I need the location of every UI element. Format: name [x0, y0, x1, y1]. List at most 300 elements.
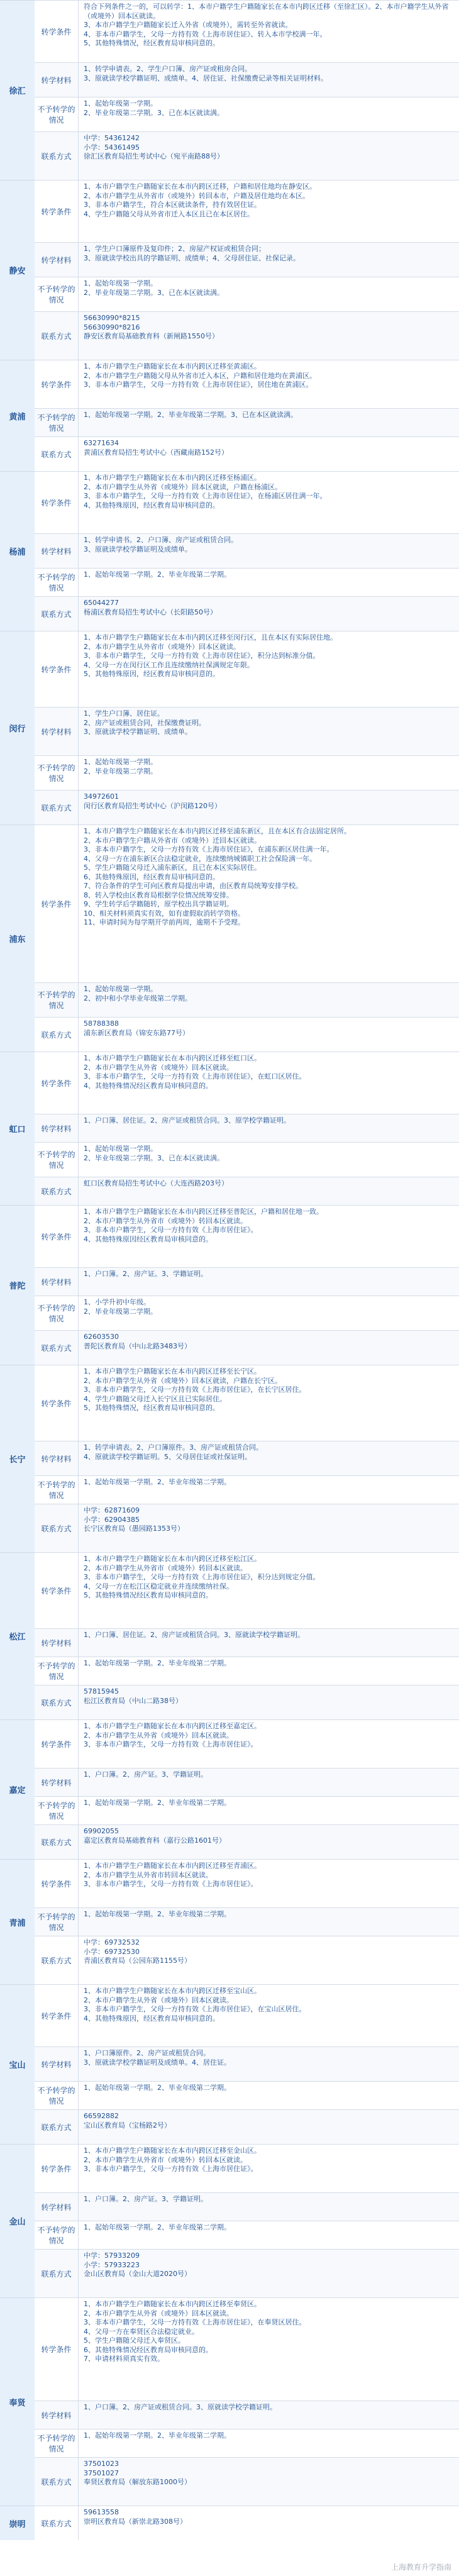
row-content [79, 1177, 459, 1205]
policy-row [35, 1984, 459, 2046]
content-line: 1、本市户籍学生户籍随家长在本市内跨区迁移至杨浦区。 [84, 474, 261, 482]
row-category: 不予转学的情况 [35, 1797, 79, 1824]
content-line: 徐汇区教育局招生考试中心（宛平南路88号） [84, 152, 224, 160]
row-category: 联系方式 [35, 1936, 79, 1984]
row-category: 转学材料 [35, 1768, 79, 1796]
content-line: 3、非本市户籍学生，父母一方持有效《上海市居住证》，在奉贤区居住。 [84, 2318, 306, 2326]
content-line: 金山区教育局（金山大道2020号） [84, 2270, 191, 2278]
row-content [79, 180, 459, 242]
policy-row [35, 631, 459, 707]
row-content [79, 597, 459, 631]
content-line: 青浦区教育局（公园东路1155号） [84, 1957, 191, 1965]
row-category: 联系方式 [35, 2250, 79, 2297]
content-line: 中学：69732532 [84, 1938, 140, 1946]
row-category: 不予转学的情况 [35, 1296, 79, 1330]
row-category: 转学条件 [35, 825, 79, 982]
policy-row [35, 1296, 459, 1330]
row-category: 联系方式 [35, 437, 79, 471]
content-line: 3、非本市户籍学生，父母一方持有效《上海市居住证》，在杨浦区居住满一年。 [84, 492, 327, 500]
row-category: 不予转学的情况 [35, 569, 79, 596]
content-line: 1、转学申请表。2、户口簿原件。3、房产证或租赁合同。 [84, 1443, 263, 1452]
row-category: 不予转学的情况 [35, 1657, 79, 1685]
content-line: 5、其他特殊情况经区教育局审核同意的。 [84, 1591, 213, 1599]
policy-row [35, 436, 459, 471]
row-content [79, 1296, 459, 1330]
row-content [79, 708, 459, 755]
content-line: 1、本市户籍学生户籍随家长在本市内跨区迁移至嘉定区。 [84, 1722, 261, 1730]
row-content [79, 1985, 459, 2046]
row-content [79, 1441, 459, 1475]
policy-row [35, 131, 459, 180]
district-label: 松江 [0, 1552, 35, 1719]
row-content [79, 360, 459, 408]
row-content [79, 1629, 459, 1657]
content-line: 2、毕业年级第二学期。3、已在本区就读满。 [84, 1153, 224, 1162]
content-line: 58788388 [84, 1019, 119, 1028]
content-line: 1、起始年级第一学期。2、毕业年级第二学期。3、已在本区就读满。 [84, 411, 297, 419]
row-content [79, 1553, 459, 1628]
policy-row [35, 533, 459, 568]
row-content [79, 472, 459, 533]
district-label: 静安 [0, 180, 35, 360]
row-category: 转学条件 [35, 1553, 79, 1628]
policy-row [35, 1177, 459, 1205]
content-line: 1、户口簿、居住证。2、房产证或租赁合同。3、原就读学校学籍证明。 [84, 1631, 304, 1639]
content-line: 3、非本市户籍学生，父母一方持有效《上海市居住证》，在长宁区居住。 [84, 1385, 306, 1394]
content-line: 1、起始年级第一学期。2、毕业年级第二学期。 [84, 1910, 231, 1918]
content-line: 2、毕业年级第二学期。 [84, 767, 157, 775]
policy-row [35, 408, 459, 436]
policy-row [35, 1552, 459, 1628]
policy-row [35, 2221, 459, 2249]
content-line: 1、本市户籍学生户籍随家长在本市内跨区迁移至长宁区。 [84, 1367, 261, 1375]
content-line: 3、本市户籍学生户籍随家长迁入外省（或境外），需转至外省就读。 [84, 21, 292, 29]
content-line: 1、起始年级第一学期。 [84, 758, 157, 766]
content-line: 1、起始年级第一学期。2、毕业年级第二学期。 [84, 1799, 231, 1807]
row-content [79, 1825, 459, 1859]
district-label: 黄浦 [0, 360, 35, 471]
content-line: 1、起始年级第一学期。2、毕业年级第二学期。 [84, 1478, 231, 1486]
row-content [79, 2429, 459, 2457]
row-content [79, 2047, 459, 2081]
row-content [79, 756, 459, 790]
row-content [79, 1365, 459, 1441]
content-line: 4、学生户籍随父母从外省市迁入本区且已在本区居住。 [84, 209, 254, 218]
content-line: 3、非本市户籍学生，父母一方持有效《上海市居住证》，在浦东新区居住满一年。 [84, 845, 334, 853]
row-content [79, 2082, 459, 2109]
row-content [79, 1908, 459, 1936]
content-line: 2、毕业年级第二学期。3、已在本区就读满。 [84, 288, 224, 297]
content-line: 2、本市户籍学生从外省（或境外）回本区就读。 [84, 1063, 233, 1072]
content-line: 松江区教育局（中山二路38号） [84, 1696, 182, 1705]
policy-row [35, 1657, 459, 1685]
policy-row [35, 1859, 459, 1907]
content-line: 1、本市户籍学生户籍随家长在本市内跨区迁移至奉贤区。 [84, 2300, 261, 2308]
content-line: 5、学生户籍随父母迁入浦东新区，且已在本区实际居住。 [84, 863, 261, 872]
policy-row [35, 2109, 459, 2144]
policy-row [35, 2192, 459, 2221]
row-category: 转学材料 [35, 708, 79, 755]
row-content [79, 1331, 459, 1365]
row-category: 转学条件 [35, 1365, 79, 1441]
row-content [79, 1720, 459, 1768]
row-content [79, 2221, 459, 2249]
content-line: 11、申请时间为每学期开学前两周，逾期不予受理。 [84, 918, 245, 926]
content-line: 小学：54361495 [84, 143, 140, 152]
row-category: 联系方式 [35, 597, 79, 631]
content-line: 69902055 [84, 1827, 119, 1835]
content-line: 1、起始年级第一学期。 [84, 1145, 157, 1153]
policy-row [35, 277, 459, 311]
content-line: 3、非本市户籍学生，父母一方持有效《上海市居住证》，在宝山区居住。 [84, 2005, 306, 2013]
content-line: 1、户口簿。2、房产证。3、学籍证明。 [84, 1770, 207, 1779]
row-content [79, 243, 459, 277]
row-category: 转学材料 [35, 534, 79, 568]
content-line: 1、起始年级第一学期。2、毕业年级第二学期。 [84, 570, 231, 579]
policy-row [35, 242, 459, 277]
row-category: 不予转学的情况 [35, 1476, 79, 1504]
district-label: 嘉定 [0, 1719, 35, 1859]
policy-row [35, 1114, 459, 1142]
row-category: 不予转学的情况 [35, 2221, 79, 2249]
district-label: 奉贤 [0, 2297, 35, 2506]
row-content [79, 2110, 459, 2144]
row-category: 转学条件 [35, 1, 79, 62]
content-line: 2、本市户籍学生从外省市（或境外）转回本区就读。 [84, 1216, 247, 1225]
content-line: 1、本市户籍学生户籍随家长在本市内跨区迁移至青浦区。 [84, 1862, 261, 1870]
row-category: 联系方式 [35, 1177, 79, 1205]
content-line: 1、学生户口簿原件及复印件；2、房屋产权证或租赁合同； [84, 245, 265, 253]
policy-row [35, 568, 459, 596]
content-line: 63271634 [84, 439, 119, 447]
content-line: 10、相关材料须真实有效，如有虚假取消转学资格。 [84, 909, 245, 918]
row-content [79, 2250, 459, 2297]
row-content [79, 1768, 459, 1796]
row-content [79, 791, 459, 824]
row-category: 不予转学的情况 [35, 2082, 79, 2109]
content-line: 3、非本市户籍学生，父母一方持有效《上海市居住证》，在虹口区居住。 [84, 1072, 306, 1080]
row-content [79, 825, 459, 982]
content-line: 2、毕业年级第二学期。3、已在本区就读满。 [84, 108, 224, 117]
content-line: 3、非本市户籍学生，符合本区就读条件，持有效居住证。 [84, 201, 261, 209]
row-category: 转学条件 [35, 1206, 79, 1267]
row-category: 转学条件 [35, 1860, 79, 1907]
content-line: 2、本市户籍学生从外省（或境外）回本区就读。 [84, 1731, 233, 1740]
content-line: 1、转学申请表。2、学生户口簿、房产证或租房合同。 [84, 65, 252, 73]
content-line: 4、原就读学校学籍证明。5、父母居住证或社保证明。 [84, 1452, 252, 1461]
row-content [79, 983, 459, 1017]
row-category: 不予转学的情况 [35, 756, 79, 790]
policy-row [35, 2429, 459, 2457]
policy-row [35, 790, 459, 824]
policy-row [35, 2401, 459, 2429]
content-line: 5、学生户籍随父母迁入奉贤区。 [84, 2336, 185, 2345]
content-line: 1、本市户籍学生户籍随家长在本市内跨区迁移，户籍和居住地均在静安区。 [84, 182, 316, 191]
row-content [79, 1657, 459, 1685]
row-category: 联系方式 [35, 1331, 79, 1365]
row-category: 转学材料 [35, 1629, 79, 1657]
row-category: 联系方式 [35, 2110, 79, 2144]
content-line: 1、本市户籍学生户籍随家长在本市内跨区迁移至普陀区，户籍和居住地一致。 [84, 1208, 323, 1216]
district-label: 崇明 [0, 2506, 35, 2540]
row-content [79, 437, 459, 471]
row-content [79, 277, 459, 311]
policy-row [35, 1330, 459, 1365]
row-category: 转学材料 [35, 63, 79, 97]
content-line: 2、初中和小学毕业年级第二学期。 [84, 994, 192, 1002]
content-line: 1、起始年级第一学期。 [84, 99, 157, 108]
row-category: 不予转学的情况 [35, 1908, 79, 1936]
content-line: 2、本市户籍学生户籍随父母从外省市迁入本区，户籍和居住地均在黄浦区。 [84, 371, 316, 380]
row-content [79, 2506, 459, 2540]
content-line: 2、本市户籍学生从外省市（或境外）转回本区就读。 [84, 2155, 247, 2164]
content-line: 崇明区教育局（新崇北路308号） [84, 2517, 187, 2526]
policy-row [35, 2249, 459, 2297]
content-line: 4、父母一方在松江区稳定就业并连续缴纳社保。 [84, 1582, 233, 1591]
row-category: 联系方式 [35, 132, 79, 180]
content-line: 4、其他特殊原因，经区教育局审核同意的。 [84, 2014, 219, 2023]
content-line: 2、本市户籍学生从外省（或境外）回本区就读，户籍在杨浦区。 [84, 482, 282, 491]
content-line: 小学：62904385 [84, 1515, 140, 1524]
content-line: 2、本市户籍学生从外省（或境外）回本区就读，户籍在长宁区。 [84, 1376, 282, 1385]
content-line: 1、本市户籍学生户籍随家长在本市内跨区迁移至松江区。 [84, 1555, 261, 1563]
content-line: 37501023 [84, 2460, 119, 2468]
row-content [79, 409, 459, 436]
row-content [79, 1143, 459, 1177]
content-line: 1、户口簿、居住证。2、房产证或租赁合同。3、原学校学籍证明。 [84, 1116, 290, 1124]
content-line: 2、本市户籍学生从外省市（或境外）回本区就读。 [84, 642, 240, 651]
district-label: 浦东 [0, 824, 35, 1052]
policy-row [35, 360, 459, 408]
content-line: 宝山区教育局（宝杨路2号） [84, 2121, 171, 2129]
content-line: 2、毕业年级第二学期。 [84, 1307, 157, 1316]
policy-row [35, 471, 459, 533]
content-line: 7、符合条件的学生可向区教育局提出申请，由区教育局统筹安排学校。 [84, 882, 302, 890]
content-line: 1、起始年级第一学期。2、毕业年级第二学期。 [84, 2431, 231, 2440]
policy-row [35, 1936, 459, 1984]
content-line: 4、学生户籍随父母迁入长宁区且已实际居住。 [84, 1394, 226, 1403]
watermark-footer: 上海教育升学指南 [390, 2563, 451, 2572]
row-content [79, 569, 459, 596]
content-line: 1、转学申请书。2、户口簿、房产证或租赁合同。 [84, 536, 238, 544]
district-label: 青浦 [0, 1859, 35, 1984]
content-line: 1、户口簿。2、房产证或租赁合同。3、原就读学校学籍证明。 [84, 2403, 277, 2411]
policy-row [35, 1052, 459, 1114]
content-line: 4、其他特殊原因经区教育局审核同意的。 [84, 1235, 213, 1243]
policy-row [35, 1475, 459, 1504]
content-line: 1、起始年级第一学期。 [84, 985, 157, 993]
content-line: 奉贤区教育局（解放东路1000号） [84, 2478, 191, 2486]
policy-row [35, 2506, 459, 2540]
content-line: 符合下列条件之一的，可以转学：1、本市户籍学生户籍随家长在本市内跨区迁移（至徐汇区）。2、本市户籍学生从外省（或境外）回本区就读。 [84, 3, 449, 20]
policy-row [35, 2144, 459, 2192]
row-category: 联系方式 [35, 1504, 79, 1552]
row-content [79, 631, 459, 707]
row-category: 转学条件 [35, 1720, 79, 1768]
row-category: 不予转学的情况 [35, 2429, 79, 2457]
content-line: 3、原就读学校学籍证明及成绩单。 [84, 545, 192, 553]
content-line: 34972601 [84, 792, 119, 801]
content-line: 3、非本市户籍学生，父母一方持有效《上海市居住证》。 [84, 1226, 258, 1234]
policy-row [35, 1441, 459, 1475]
content-line: 2、本市户籍学生从外省（或境外）回本区就读。 [84, 1996, 233, 2004]
district-label: 杨浦 [0, 471, 35, 631]
policy-row [35, 1205, 459, 1267]
row-content [79, 1936, 459, 1984]
district-label: 闵行 [0, 631, 35, 824]
row-category: 联系方式 [35, 1018, 79, 1052]
row-category: 转学材料 [35, 1114, 79, 1142]
content-line: 3、非本市户籍学生，父母一方持有效《上海市居住证》。 [84, 2165, 258, 2173]
row-category: 联系方式 [35, 312, 79, 360]
content-line: 65044277 [84, 599, 119, 607]
row-content [79, 1504, 459, 1552]
district-label: 普陀 [0, 1205, 35, 1365]
content-line: 2、本市户籍学生从外省市（或境外）转回本市，户籍及居住地均在本区。 [84, 191, 309, 200]
policy-row [35, 2457, 459, 2506]
row-content [79, 312, 459, 360]
policy-row [35, 97, 459, 131]
content-line: 1、户口簿。2、房产证。3、学籍证明。 [84, 2195, 207, 2203]
content-line: 1、本市户籍学生户籍随家长在本市内跨区迁移至金山区。 [84, 2146, 261, 2155]
policy-row [35, 1796, 459, 1824]
content-line: 嘉定区教育局基础教育科（嘉行公路1601号） [84, 1836, 226, 1845]
content-line: 4、其他特殊原因，经区教育局审核同意的。 [84, 501, 219, 509]
content-line: 7、申请材料须真实有效。 [84, 2355, 164, 2363]
content-line: 3、原就读学校学籍证明及成绩单。4、居住证。 [84, 2058, 231, 2067]
row-category: 转学条件 [35, 631, 79, 707]
content-line: 3、非本市户籍学生，父母一方持有效《上海市居住证》，居住地在黄浦区。 [84, 380, 313, 389]
row-content [79, 1797, 459, 1824]
policy-row [35, 1685, 459, 1719]
row-category: 转学材料 [35, 1268, 79, 1296]
content-line: 3、原就读学校出具的学籍证明、成绩单；4、父母居住证、社保记录。 [84, 253, 300, 262]
row-content [79, 132, 459, 180]
row-content [79, 1114, 459, 1142]
content-line: 静安区教育局基础教育科（新闸路1550号） [84, 332, 219, 340]
row-category: 不予转学的情况 [35, 97, 79, 131]
policy-row [35, 982, 459, 1017]
row-content [79, 1052, 459, 1114]
row-content [79, 2193, 459, 2221]
content-line: 杨浦区教育局招生考试中心（长阳路50号） [84, 608, 217, 616]
content-line: 1、起始年级第一学期。 [84, 279, 157, 287]
content-line: 浦东新区教育局（锦安东路77号） [84, 1028, 189, 1037]
content-line: 9、学生转学后学籍随转，原学校出具学籍证明。 [84, 900, 233, 908]
row-content [79, 2458, 459, 2506]
row-category: 转学条件 [35, 180, 79, 242]
content-line: 中学：57933209 [84, 2251, 140, 2260]
content-line: 5、其他特殊情况，经区教育局审核同意的。 [84, 39, 219, 47]
row-content [79, 2401, 459, 2429]
content-line: 1、小学升初中年级。 [84, 1298, 150, 1306]
policy-row [35, 1768, 459, 1796]
row-category: 转学条件 [35, 2145, 79, 2192]
content-line: 小学：69732530 [84, 1947, 140, 1956]
content-line: 57815945 [84, 1687, 119, 1696]
policy-row [35, 707, 459, 755]
content-line: 5、其他特殊情况，经区教育局审核同意的。 [84, 1404, 219, 1412]
content-line: 虹口区教育局招生考试中心（大连西路203号） [84, 1179, 228, 1187]
row-category: 转学条件 [35, 472, 79, 533]
content-line: 5、其他特殊原因，经区教育局审核同意的。 [84, 670, 219, 678]
row-category: 联系方式 [35, 2506, 79, 2540]
content-line: 普陀区教育局（中山北路3483号） [84, 1341, 191, 1350]
district-label: 宝山 [0, 1984, 35, 2144]
policy-row [35, 2081, 459, 2109]
row-category: 转学条件 [35, 2298, 79, 2401]
row-content [79, 2145, 459, 2192]
content-line: 6、其他特殊情况经区教育局审核同意的。 [84, 2345, 213, 2354]
content-line: 4、父母一方在奉贤区合法稳定就业。 [84, 2327, 199, 2336]
content-line: 2、房产证或租赁合同，社保缴费证明。 [84, 718, 206, 727]
content-line: 1、本市户籍学生户籍随家长在本市内跨区迁移至虹口区。 [84, 1054, 261, 1062]
row-category: 转学材料 [35, 2193, 79, 2221]
row-category: 联系方式 [35, 1825, 79, 1859]
content-line: 黄浦区教育局招生考试中心（西藏南路152号） [84, 448, 228, 457]
content-line: 4、父母一方在浦东新区合法稳定就业，连续缴纳城镇职工社会保险满一年。 [84, 854, 316, 863]
content-line: 4、父母一方在闵行区工作且连续缴纳社保满规定年限。 [84, 660, 254, 669]
row-category: 转学条件 [35, 1052, 79, 1114]
content-line: 1、本市户籍学生户籍随家长在本市内跨区迁移至浦东新区，且在本区有合法固定居所。 [84, 827, 351, 835]
row-category: 转学条件 [35, 360, 79, 408]
row-content [79, 1476, 459, 1504]
content-line: 1、本市户籍学生户籍随家长在本市内跨区迁移至宝山区。 [84, 1987, 261, 1995]
content-line: 1、本市户籍学生户籍随家长在本市内跨区迁移至闵行区，且在本区有实际居住地。 [84, 633, 337, 641]
content-line: 1、户口簿原件。2、房产证或租赁合同。 [84, 2049, 210, 2057]
content-line: 56630990*8216 [84, 323, 140, 331]
row-category: 联系方式 [35, 2458, 79, 2506]
district-label: 虹口 [0, 1052, 35, 1205]
row-category: 不予转学的情况 [35, 1143, 79, 1177]
row-category: 不予转学的情况 [35, 983, 79, 1017]
content-line: 2、本市户籍学生从外省（或境外）回本区就读。 [84, 2309, 233, 2318]
content-line: 62603530 [84, 1333, 119, 1341]
policy-row [35, 1365, 459, 1441]
content-line: 1、起始年级第一学期。2、毕业年级第二学期。 [84, 2084, 231, 2092]
policy-row [35, 62, 459, 97]
district-label: 徐汇 [0, 0, 35, 180]
content-line: 56630990*8215 [84, 314, 140, 322]
content-line: 3、原就读学校学籍证明、成绩单。 [84, 728, 192, 736]
row-category: 转学条件 [35, 1985, 79, 2046]
row-content [79, 1206, 459, 1267]
row-content [79, 1685, 459, 1719]
policy-row [35, 755, 459, 790]
content-line: 3、非本市户籍学生，父母一方持有效《上海市居住证》。 [84, 1880, 258, 1888]
content-line: 1、本市户籍学生户籍随家长在本市内跨区迁移至黄浦区。 [84, 362, 261, 370]
content-line: 长宁区教育局（愚园路1353号） [84, 1524, 184, 1533]
row-content [79, 1860, 459, 1907]
policy-row [35, 1504, 459, 1552]
content-line: 小学：57933223 [84, 2260, 140, 2269]
content-line: 66592882 [84, 2112, 119, 2120]
district-label: 长宁 [0, 1365, 35, 1552]
row-category: 联系方式 [35, 1685, 79, 1719]
content-line: 1、起始年级第一学期。2、毕业年级第二学期。 [84, 2223, 231, 2231]
row-content [79, 534, 459, 568]
content-line: 3、非本市户籍学生，父母一方持有效《上海市居住证》，积分达到规定分值。 [84, 1573, 320, 1581]
policy-row [35, 596, 459, 631]
content-line: 4、其他特殊情况经区教育局审核同意的。 [84, 1081, 213, 1090]
content-line: 中学：62871609 [84, 1506, 140, 1514]
content-line: 2、本市户籍学生户籍从外省市（或境外）迁回本区就读。 [84, 836, 261, 845]
row-content [79, 2298, 459, 2401]
content-line: 8、转入学校由区教育局根据学位情况统筹安排。 [84, 891, 233, 899]
policy-row [35, 2046, 459, 2081]
row-content [79, 1, 459, 62]
content-line: 1、学生户口簿、居住证。 [84, 709, 164, 718]
